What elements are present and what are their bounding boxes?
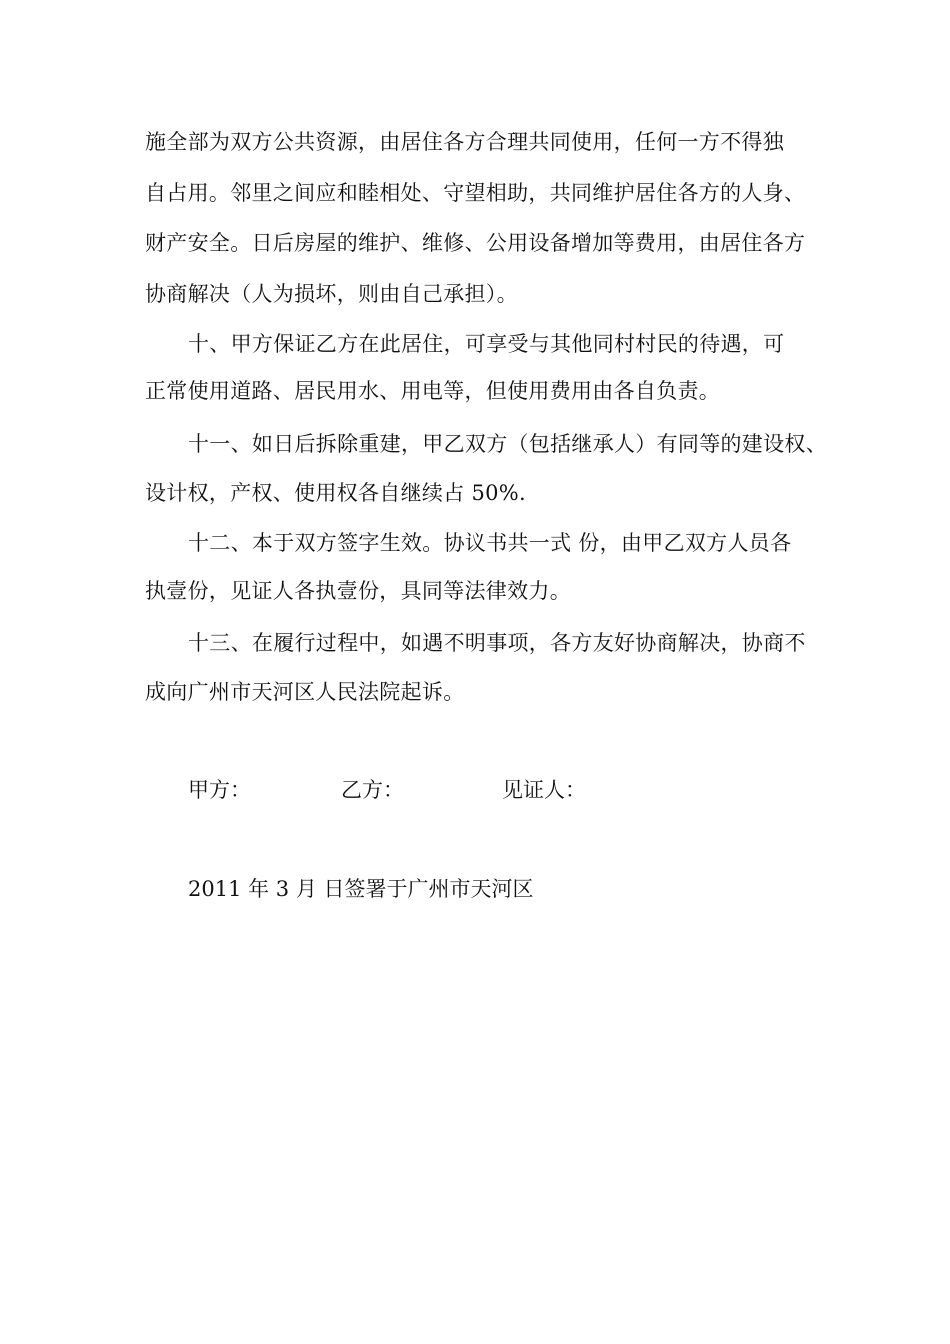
text-line: 正常使用道路、居民用水、用电等，但使用费用由各自负责。 (145, 379, 721, 403)
text-line: 设计权，产权、使用权各自继续占 50%. (145, 481, 527, 505)
party-b-label: 乙方： (341, 778, 404, 802)
witness-label: 见证人： (502, 778, 586, 802)
clause-13-line: 十三、在履行过程中，如遇不明事项，各方友好协商解决，协商不 (188, 631, 806, 655)
text-line: 协商解决（人为损坏，则由自己承担）。 (145, 282, 518, 306)
text-line: 成向广州市天河区人民法院起诉。 (145, 680, 465, 704)
text-line: 财产安全。日后房屋的维护、维修、公用设备增加等费用，由居住各方 (145, 231, 806, 255)
clause-12-line: 十二、本于双方签字生效。协议书共一式 份，由甲乙双方人员各 (188, 531, 792, 555)
text-line: 执壹份，见证人各执壹份，具同等法律效力。 (145, 579, 571, 603)
clause-10-line: 十、甲方保证乙方在此居住，可享受与其他同村村民的待遇，可 (188, 332, 785, 356)
text-line: 施全部为双方公共资源，由居住各方合理共同使用，任何一方不得独 (145, 130, 784, 154)
clause-11-line: 十一、如日后拆除重建，甲乙双方（包括继承人）有同等的建设权、 (188, 432, 827, 456)
party-a-label: 甲方： (188, 778, 251, 802)
signing-date-line: 2011 年 3 月 日签署于广州市天河区 (188, 877, 534, 901)
text-line: 自占用。邻里之间应和睦相处、守望相助，共同维护居住各方的人身、 (145, 181, 806, 205)
